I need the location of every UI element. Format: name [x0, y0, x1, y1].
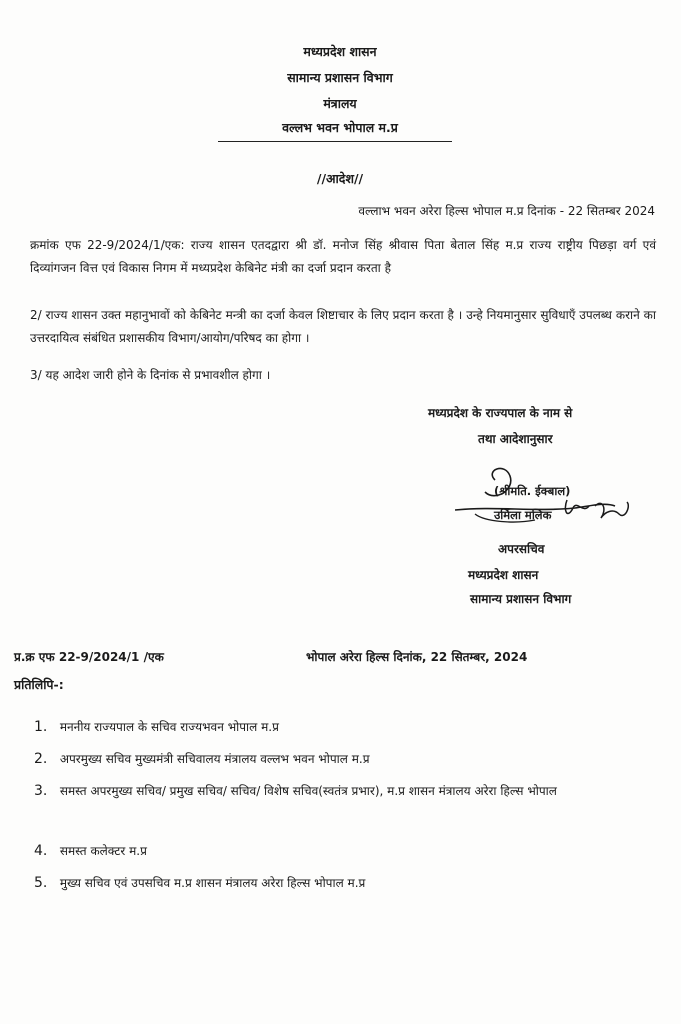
- copy-to-item: [34, 748, 656, 770]
- header-government: मध्यप्रदेश शासन: [303, 44, 377, 59]
- header-address: वल्लभ भवन भोपाल म.प्र: [282, 120, 398, 135]
- paragraph-1: क्रमांक एफ 22-9/2024/1/एक: राज्य शासन एतदद्वारा श्री डॉ. मनोज सिंह श्रीवास पिता बेताल सिंह म.प्र राज्य राष्ट्रीय पिछड़ा वर्ग एवं दिव्यांगजन वित्त एवं विकास निगम में मध्यप्रदेश केबिनेट मंत्री का दर्जा प्रदान करता है: [30, 238, 656, 275]
- copy-to-item-number: 3.: [34, 783, 48, 799]
- signatory-name-2: उर्मिला मलिक: [494, 508, 552, 522]
- copy-to-item: [34, 872, 656, 894]
- copy-to-item: [34, 840, 656, 862]
- paragraph-3: 3/ यह आदेश जारी होने के दिनांक से प्रभावशील होगा ।: [30, 368, 271, 382]
- order-dateline: वल्लाभ भवन अरेरा हिल्स भोपाल म.प्र दिनांक - 22 सितम्बर 2024: [358, 204, 655, 218]
- paragraph-2: 2/ राज्य शासन उक्त महानुभावों को केबिनेट मन्त्री का दर्जा केवल शिष्टाचार के लिए प्रदान करता है । उन्हे नियमानुसार सुविधाएँ उपलब्ध कराने का उत्तरदायित्व संबंधित प्रशासकीय विभाग/आयोग/परिषद का होगा ।: [30, 308, 656, 345]
- header-divider: [218, 141, 452, 142]
- signatory-designation: अपरसचिव: [498, 542, 545, 556]
- reference-number: प्र.क्र एफ 22-9/2024/1 /एक: [14, 650, 164, 664]
- header-department: सामान्य प्रशासन विभाग: [287, 70, 393, 85]
- copy-to-item-text: मननीय राज्यपाल के सचिव राज्यभवन भोपाल म.प्र: [59, 720, 279, 734]
- copy-to-item-text: समस्त कलेक्टर म.प्र: [59, 844, 147, 858]
- signatory-authority: मध्यप्रदेश के राज्यपाल के नाम से: [428, 406, 573, 420]
- copy-to-item: [34, 780, 656, 802]
- order-title: //आदेश//: [316, 171, 364, 186]
- copy-to-item-text: अपरमुख्य सचिव मुख्यमंत्री सचिवालय मंत्रालय वल्लभ भवन भोपाल म.प्र: [59, 752, 370, 766]
- copy-to-item-text: मुख्य सचिव एवं उपसचिव म.प्र शासन मंत्रालय अरेरा हिल्स भोपाल म.प्र: [59, 876, 366, 890]
- signatory-org-2: सामान्य प्रशासन विभाग: [470, 592, 572, 606]
- copy-to-item-number: 1.: [34, 719, 48, 735]
- copy-to-title: प्रतिलिपि-:: [14, 677, 64, 692]
- copy-to-item-number: 2.: [34, 751, 48, 767]
- header-ministry: मंत्रालय: [323, 96, 357, 111]
- copy-to-item-number: 4.: [34, 843, 48, 859]
- signatory-org-1: मध्यप्रदेश शासन: [468, 568, 539, 582]
- copy-to-item: [34, 716, 656, 738]
- signatory-order: तथा आदेशानुसार: [478, 432, 553, 446]
- copy-to-item-number: 5.: [34, 875, 48, 891]
- copy-to-item-text: समस्त अपरमुख्य सचिव/ प्रमुख सचिव/ सचिव/ विशेष सचिव(स्वतंत्र प्रभार), म.प्र शासन मंत्रालय अरेरा हिल्स भोपाल: [59, 784, 557, 798]
- signatory-name: (श्रीमति. ईक्बाल): [494, 484, 571, 498]
- reference-date: भोपाल अरेरा हिल्स दिनांक, 22 सितम्बर, 2024: [306, 650, 528, 664]
